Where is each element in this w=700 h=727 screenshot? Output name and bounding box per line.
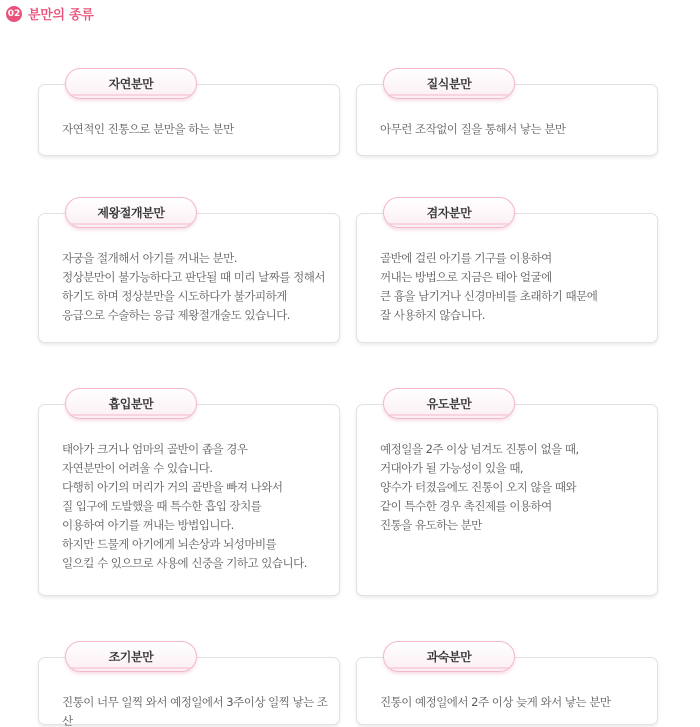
desc-line: 이용하여 아기를 꺼내는 방법입니다.	[62, 518, 234, 532]
card-description	[62, 440, 329, 573]
card-natural-delivery	[38, 77, 340, 156]
card-title: 유도분만	[426, 397, 472, 411]
desc-line: 태아가 크거나 엄마의 골반이 좁을 경우	[62, 442, 248, 456]
card-vacuum-delivery	[38, 397, 340, 596]
desc-line: 꺼내는 방법으로 지금은 태아 얼굴에	[380, 270, 552, 284]
desc-line: 진통이 예정일에서 2주 이상 늦게 와서 낳는 분만	[380, 695, 611, 709]
desc-line: 일으킬 수 있으므로 사용에 신중을 기하고 있습니다.	[62, 556, 307, 570]
card-title: 조기분만	[108, 650, 154, 664]
card-vaginal-delivery	[356, 77, 658, 156]
section-title: 분만의 종류	[28, 8, 94, 23]
desc-line: 자연분만이 어려울 수 있습니다.	[62, 461, 213, 475]
card-description	[62, 249, 329, 325]
desc-line: 예정일을 2주 이상 넘겨도 진통이 없을 때,	[380, 442, 579, 456]
card-title-pill	[383, 641, 515, 672]
desc-line: 아무런 조작없이 질을 통해서 낳는 분만	[380, 122, 566, 136]
desc-line: 다행히 아기의 머리가 거의 골반을 빠져 나와서	[62, 480, 283, 494]
card-description	[380, 693, 647, 712]
card-title: 과숙분만	[426, 650, 472, 664]
desc-line: 잘 사용하지 않습니다.	[380, 308, 485, 322]
card-cesarean-delivery	[38, 206, 340, 343]
desc-line: 자연적인 진통으로 분만을 하는 분만	[62, 122, 234, 136]
section-number-badge: 02	[6, 6, 22, 22]
card-post-term-delivery	[356, 650, 658, 725]
card-title: 겸자분만	[426, 206, 472, 220]
card-title-pill	[383, 197, 515, 228]
desc-line: 응급으로 수술하는 응급 제왕절개술도 있습니다.	[62, 308, 290, 322]
desc-line: 양수가 터졌음에도 진통이 오지 않을 때와	[380, 480, 577, 494]
card-title-pill	[65, 68, 197, 99]
desc-line: 진통을 유도하는 분만	[380, 518, 482, 532]
card-title-pill	[65, 388, 197, 419]
desc-line: 자궁을 절개해서 아기를 꺼내는 분만.	[62, 251, 237, 265]
card-title-pill	[383, 388, 515, 419]
card-title: 흡입분만	[108, 397, 154, 411]
desc-line: 골반에 걸린 아기를 기구를 이용하여	[380, 251, 552, 265]
card-premature-delivery	[38, 650, 340, 727]
card-title-pill	[383, 68, 515, 99]
card-description	[380, 249, 647, 325]
desc-line: 정상분만이 불가능하다고 판단될 때 미리 날짜를 정해서	[62, 270, 325, 284]
card-description	[62, 693, 329, 727]
card-description	[380, 440, 647, 535]
desc-line: 진통이 너무 일찍 와서 예정일에서 3주이상 일찍 낳는 조산	[62, 695, 328, 727]
card-description	[62, 120, 329, 139]
card-title-pill	[65, 197, 197, 228]
desc-line: 하기도 하며 정상분만을 시도하다가 불가피하게	[62, 289, 287, 303]
card-forceps-delivery	[356, 206, 658, 343]
desc-line: 큰 흉을 남기거나 신경마비를 초래하기 때문에	[380, 289, 598, 303]
desc-line: 같이 특수한 경우 촉진제를 이용하여	[380, 499, 552, 513]
desc-line: 하지만 드물게 아기에게 뇌손상과 뇌성마비를	[62, 537, 277, 551]
card-title: 제왕절개분만	[97, 206, 165, 220]
desc-line: 거대아가 될 가능성이 있을 때,	[380, 461, 524, 475]
card-induced-delivery	[356, 397, 658, 596]
card-title-pill	[65, 641, 197, 672]
section-header	[6, 4, 94, 23]
card-title: 질식분만	[426, 77, 472, 91]
card-title: 자연분만	[108, 77, 154, 91]
card-description	[380, 120, 647, 139]
desc-line: 질 입구에 도발했을 때 특수한 흡입 장치를	[62, 499, 262, 513]
